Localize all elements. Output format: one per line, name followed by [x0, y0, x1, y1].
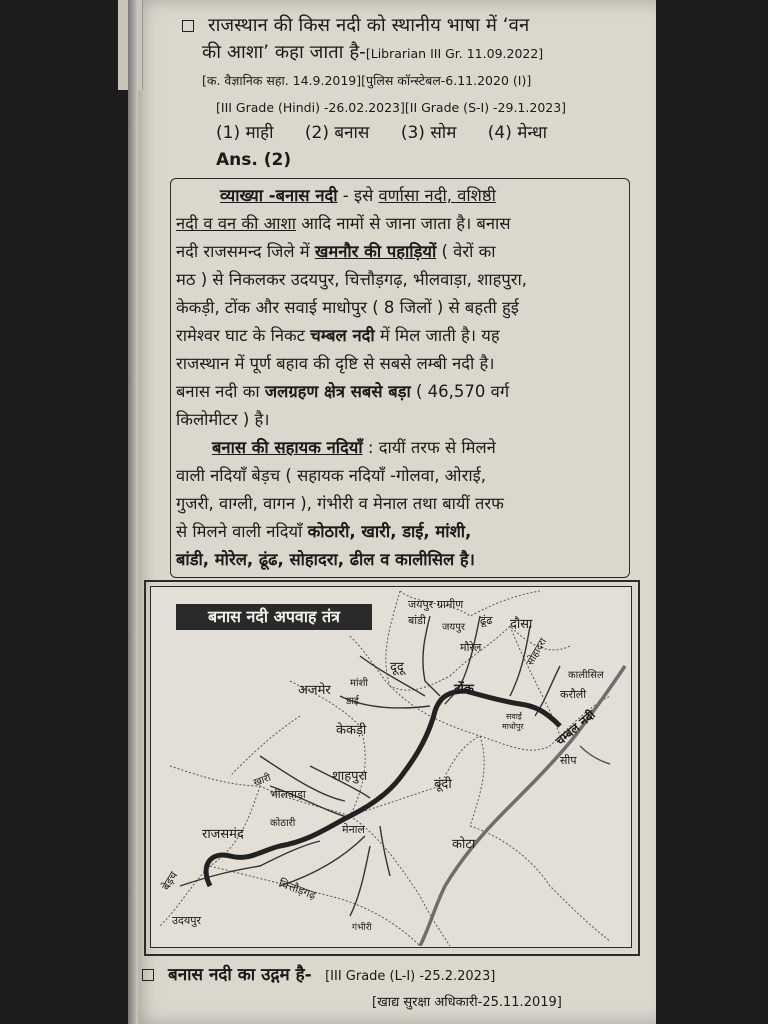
- label-tonk: टोंक: [454, 682, 474, 697]
- question-line-2: की आशा’ कहा जाता है-[Librarian III Gr. 11.09.2022]: [202, 42, 544, 63]
- label-shahpura: शाहपुरा: [332, 769, 368, 784]
- seep-river: [580, 746, 610, 764]
- label-berach: बेड़च: [159, 869, 181, 893]
- label-udaipur: उदयपुर: [172, 914, 201, 927]
- next-question-source: [खाद्य सुरक्षा अधिकारी-25.11.2019]: [372, 995, 562, 1010]
- label-kota: कोटा: [452, 837, 476, 852]
- chambal-river: [420, 666, 625, 946]
- label-sawai-madhopur-2: माधोपुर: [502, 722, 524, 731]
- label-khari: खारी: [252, 772, 273, 789]
- label-bandi: बांडी: [408, 614, 426, 627]
- label-mashi: मांशी: [350, 678, 368, 689]
- label-bhilwara: भीलवाड़ा: [270, 788, 306, 801]
- banas-drainage-map: [150, 586, 630, 946]
- label-jaipur: जयपुर: [442, 622, 465, 633]
- option-1: (1) माही: [216, 123, 274, 143]
- checkbox-icon: [182, 20, 194, 32]
- label-kalisil: कालीसिल: [568, 670, 604, 681]
- checkbox-icon: [142, 969, 154, 981]
- label-chittorgarh: चित्तौड़गढ़: [276, 876, 318, 903]
- label-dausa: दौसा: [510, 617, 533, 632]
- option-4: (4) मेन्धा: [487, 123, 547, 143]
- book-gutter: [128, 0, 138, 1024]
- label-kekdi: केकड़ी: [336, 723, 367, 738]
- question-line-1: राजस्थान की किस नदी को स्थानीय भाषा में ‘वन: [182, 12, 642, 39]
- label-kothari: कोठारी: [270, 818, 296, 829]
- label-morel: मौरेल: [460, 641, 482, 654]
- label-dudu: दूदू: [390, 660, 404, 675]
- question-source-line-3: [क. वैज्ञानिक सहा. 14.9.2019][पुलिस कॉन्स्टेबल-6.11.2020 (I)]: [202, 73, 532, 88]
- label-bundi: बूंदी: [434, 777, 452, 792]
- map-labels: [159, 598, 604, 933]
- label-karauli: करौली: [560, 688, 587, 701]
- label-sawai-madhopur-1: सवाई: [506, 712, 522, 721]
- label-dhund: ढूंढ: [480, 614, 493, 627]
- map-title: बनास नदी अपवाह तंत्र: [176, 604, 372, 630]
- label-rajsamand: राजसमंद: [202, 827, 244, 842]
- next-question: बनास नदी का उद्गम है- [III Grade (L-I) -25.2.2023]: [142, 962, 495, 985]
- label-seep: सीप: [560, 754, 577, 767]
- label-jaipur-rural: जयपुर ग्रामीण: [408, 598, 464, 611]
- label-sohadra: सोहादरा: [525, 636, 550, 668]
- tributaries: [180, 616, 560, 916]
- label-dai: डाई: [346, 696, 359, 707]
- label-ajmer: अजमेर: [298, 683, 331, 698]
- label-gambhiri: गंभीरी: [352, 923, 372, 933]
- label-chambal: चम्बल नदी: [552, 707, 598, 749]
- question-block: [182, 12, 642, 121]
- question-source-line-4: [III Grade (Hindi) -26.02.2023][II Grade (S-I) -29.1.2023]: [216, 100, 567, 115]
- answer-options: [216, 120, 573, 143]
- option-2: (2) बनास: [304, 123, 370, 143]
- answer-key: Ans. (2): [216, 150, 292, 170]
- explanation-text: व्याख्या -बनास नदी - इसे वर्णासा नदी, वशिष्ठी नदी व वन की आशा आदि नामों से जाना जाता है। बनास नदी राजसमन्द जिले में खमनौर की पहाड़ियों ( वेरों का मठ ) से निकलकर उदयपुर, चित्तौड़गढ़, भीलवाड़ा, शाहपुरा, केकड़ी, टोंक और सवाई माधोपुर ( 8 जिलों ) से बहती हुई रामेश्वर घाट के निकट चम्बल नदी में मिल जाती है। यह राजस्थान में पूर्ण बहाव की दृष्टि से सबसे लम्बी नदी है। बनास नदी का जलग्रहण क्षेत्र सबसे बड़ा ( 46,570 वर्ग किलोमीटर ) है। बनास की सहायक नदियाँ : दायीं तरफ से मिलने वाली नदियाँ बेड़च ( सहायक नदियाँ -गोलवा, ओराई, गुजरी, वाग्ली, वागन ), गंभीरी व मेनाल तथा बायीं तरफ से मिलने वाली नदियाँ कोठारी, खारी, डाई, मांशी, बांडी, मोरेल, ढूंढ, सोहादरा, ढील व कालीसिल है।: [176, 186, 528, 569]
- option-3: (3) सोम: [400, 123, 457, 143]
- label-menal: मेनाल: [342, 823, 365, 836]
